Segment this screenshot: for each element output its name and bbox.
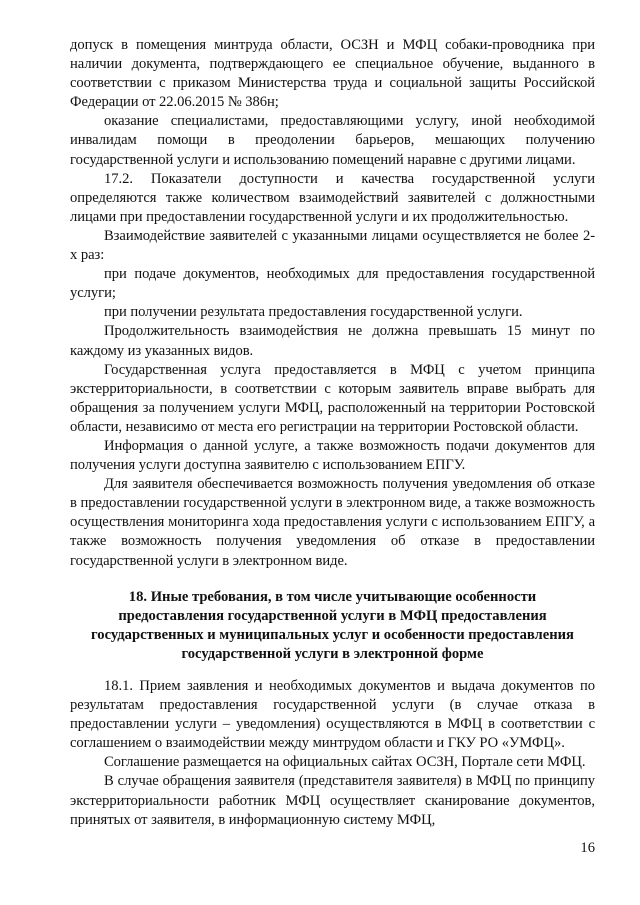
paragraph: Продолжительность взаимодействия не должна превышать 15 минут по каждому из указанных видов. [70, 323, 595, 359]
page-content [70, 36, 595, 830]
page-number: 16 [580, 839, 595, 856]
paragraph: Взаимодействие заявителей с указанными лицами осуществляется не более 2-х раз: [70, 227, 595, 264]
paragraph: Государственная услуга предоставляется в МФЦ с учетом принципа экстерриториальности, в соответствии с которым заявитель вправе выбрать для обращения за получением услуги МФЦ, расположенный на территории Ростовской области, независимо от места его регистрации на территории Ростовской области. [70, 361, 595, 435]
heading-line: 18. Иные требования, в том числе учитывающие особенности [128, 588, 537, 605]
paragraph: Соглашение размещается на официальных сайтах ОСЗН, Портале сети МФЦ. [104, 754, 586, 771]
paragraph: при получении результата предоставления государственной услуги. [104, 304, 523, 321]
paragraph: 17.2. Показатели доступности и качества государственной услуги определяются также количеством взаимодействий заявителей с должностными лицами при предоставлении государственной услуги и их продолжительностью. [70, 170, 595, 225]
section-heading [70, 588, 595, 664]
paragraph: Информация о данной услуге, а также возможность подачи документов для получения услуги доступна заявителю с использованием ЕПГУ. [70, 437, 595, 474]
heading-line: государственных и муниципальных услуг и особенности предоставления [91, 626, 574, 643]
paragraph: оказание специалистами, предоставляющими услугу, иной необходимой инвалидам помощи в преодолении барьеров, мешающих получению государственной услуги и использованию помещений наравне с другими лицами. [70, 113, 595, 168]
paragraph: допуск в помещения минтруда области, ОСЗН и МФЦ собаки-проводника при наличии документа, подтверждающего ее специальное обучение, выданного в соответствии с приказом Министерства труда и социальной защиты Российской Федерации от 22.06.2015 № 386н; [70, 37, 595, 111]
paragraph: В случае обращения заявителя (представителя заявителя) в МФЦ по принципу экстерриториальности работник МФЦ осуществляет сканирование документов, принятых от заявителя, в информационную систему МФЦ, [70, 773, 595, 828]
paragraph: Для заявителя обеспечивается возможность получения уведомления об отказе в предоставлении государственной услуги в электронном виде, а также возможность осуществления мониторинга хода предоставления услуги с использованием ЕПГУ, а также возможность получения уведомления об отказе в предоставлении государственной услуги в электронном виде. [70, 476, 595, 569]
paragraph: 18.1. Прием заявления и необходимых документов и выдача документов по результатам предоставления государственной услуги (в случае отказа в предоставлении услуги – уведомления) осуществляются в МФЦ в соответствии с соглашением о взаимодействии между минтрудом области и ГКУ РО «УМФЦ». [70, 678, 595, 752]
heading-line: государственной услуги в электронной форме [181, 645, 484, 662]
heading-line: предоставления государственной услуги в МФЦ предоставления [118, 607, 547, 624]
paragraph: при подаче документов, необходимых для предоставления государственной услуги; [70, 266, 595, 302]
